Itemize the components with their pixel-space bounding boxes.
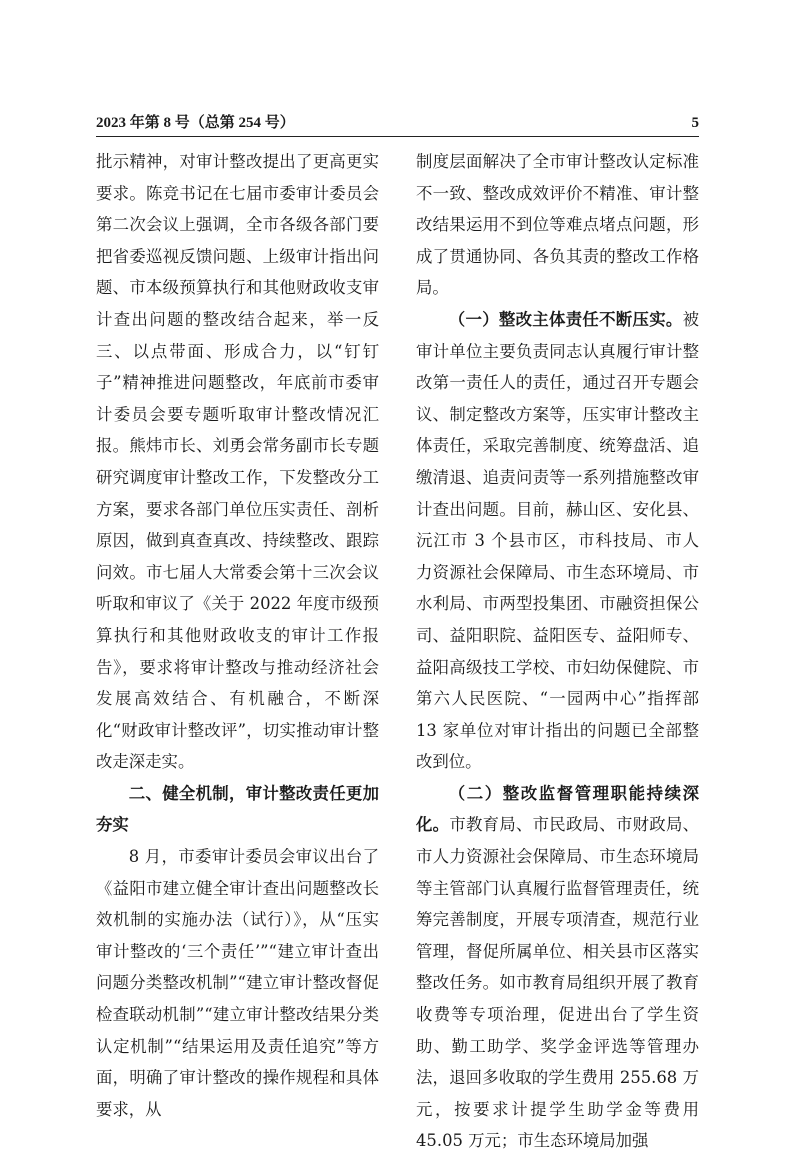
- right-column: [416, 146, 699, 1157]
- subsection-body-2: 市教育局、市民政局、市财政局、市人力资源社会保障局、市生态环境局等主管部门认真履行监督管理责任，统筹完善制度，开展专项清查，规范行业管理，督促所属单位、相关县市区落实整改任务。如市教育局组织开展了教育收费等专项治理，促进出台了学生资助、勤工助学、奖学金评选等管理办法，退回多收取的学生费用 255.68 万元，按要求计提学生助学金等费用 45.05 万元；市生态环境局加强: [416, 815, 700, 1151]
- header-rule: [96, 136, 699, 137]
- section-heading: 二、健全机制，审计整改责任更加夯实: [96, 783, 379, 835]
- left-column: [96, 146, 379, 1125]
- subsection-paragraph-2: [416, 778, 699, 1157]
- body-paragraph-continued: 批示精神，对审计整改提出了更高更实要求。陈竞书记在七届市委审计委员会第二次会议上强调，全市各级各部门要把省委巡视反馈问题、上级审计指出问题、市本级预算执行和其他财政收支审计查出问题的整改结合起来，举一反三、以点带面、形成合力，以“钉钉子”精神推进问题整改，年底前市委审计委员会要专题听取审计整改情况汇报。熊炜市长、刘勇会常务副市长专题研究调度审计整改工作，下发整改分工方案，要求各部门单位压实责任、剖析原因，做到真查真改、持续整改、跟踪问效。市七届人大常委会第十三次会议听取和审议了《关于 2022 年度市级预算执行和其他财政收支的审计工作报告》，要求将审计整改与推动经济社会发展高效结合、有机融合，不断深化“财政审计整改评”，切实推动审计整改走深走实。: [96, 152, 379, 772]
- subsection-paragraph-1: [416, 304, 699, 778]
- issue-label: 2023 年第 8 号（总第 254 号）: [96, 115, 295, 131]
- page-number: 5: [691, 115, 699, 131]
- running-header: [96, 113, 699, 133]
- subsection-heading-1: （一）整改主体责任不断压实。: [448, 309, 683, 329]
- subsection-body-1: 被审计单位主要负责同志认真履行审计整改第一责任人的责任，通过召开专题会议、制定整改方案等，压实审计整改主体责任，采取完善制度、统筹盘活、追缴清退、追责问责等一系列措施整改审计查出问题。目前，赫山区、安化县、沅江市 3 个县市区，市科技局、市人力资源社会保障局、市生态环境局、市水利局、市两型投集团、市融资担保公司、益阳职院、益阳医专、益阳师专、益阳高级技工学校、市妇幼保健院、市第六人民医院、“一园两中心”指挥部 13 家单位对审计指出的问题已全部整改到位。: [416, 309, 699, 772]
- body-paragraph-continued: 制度层面解决了全市审计整改认定标准不一致、整改成效评价不精准、审计整改结果运用不到位等难点堵点问题，形成了贯通协同、各负其责的整改工作格局。: [416, 152, 699, 298]
- body-paragraph: 8 月，市委审计委员会审议出台了《益阳市建立健全审计查出问题整改长效机制的实施办法（试行）》，从“压实审计整改的‘三个责任’”“建立审计查出问题分类整改机制”“建立审计整改督促检查联动机制”“建立审计整改结果分类认定机制”“结果运用及责任追究”等方面，明确了审计整改的操作规程和具体要求，从: [96, 847, 379, 1119]
- subsection-heading-2: （二）整改监督管理职能持续深化。: [416, 783, 699, 835]
